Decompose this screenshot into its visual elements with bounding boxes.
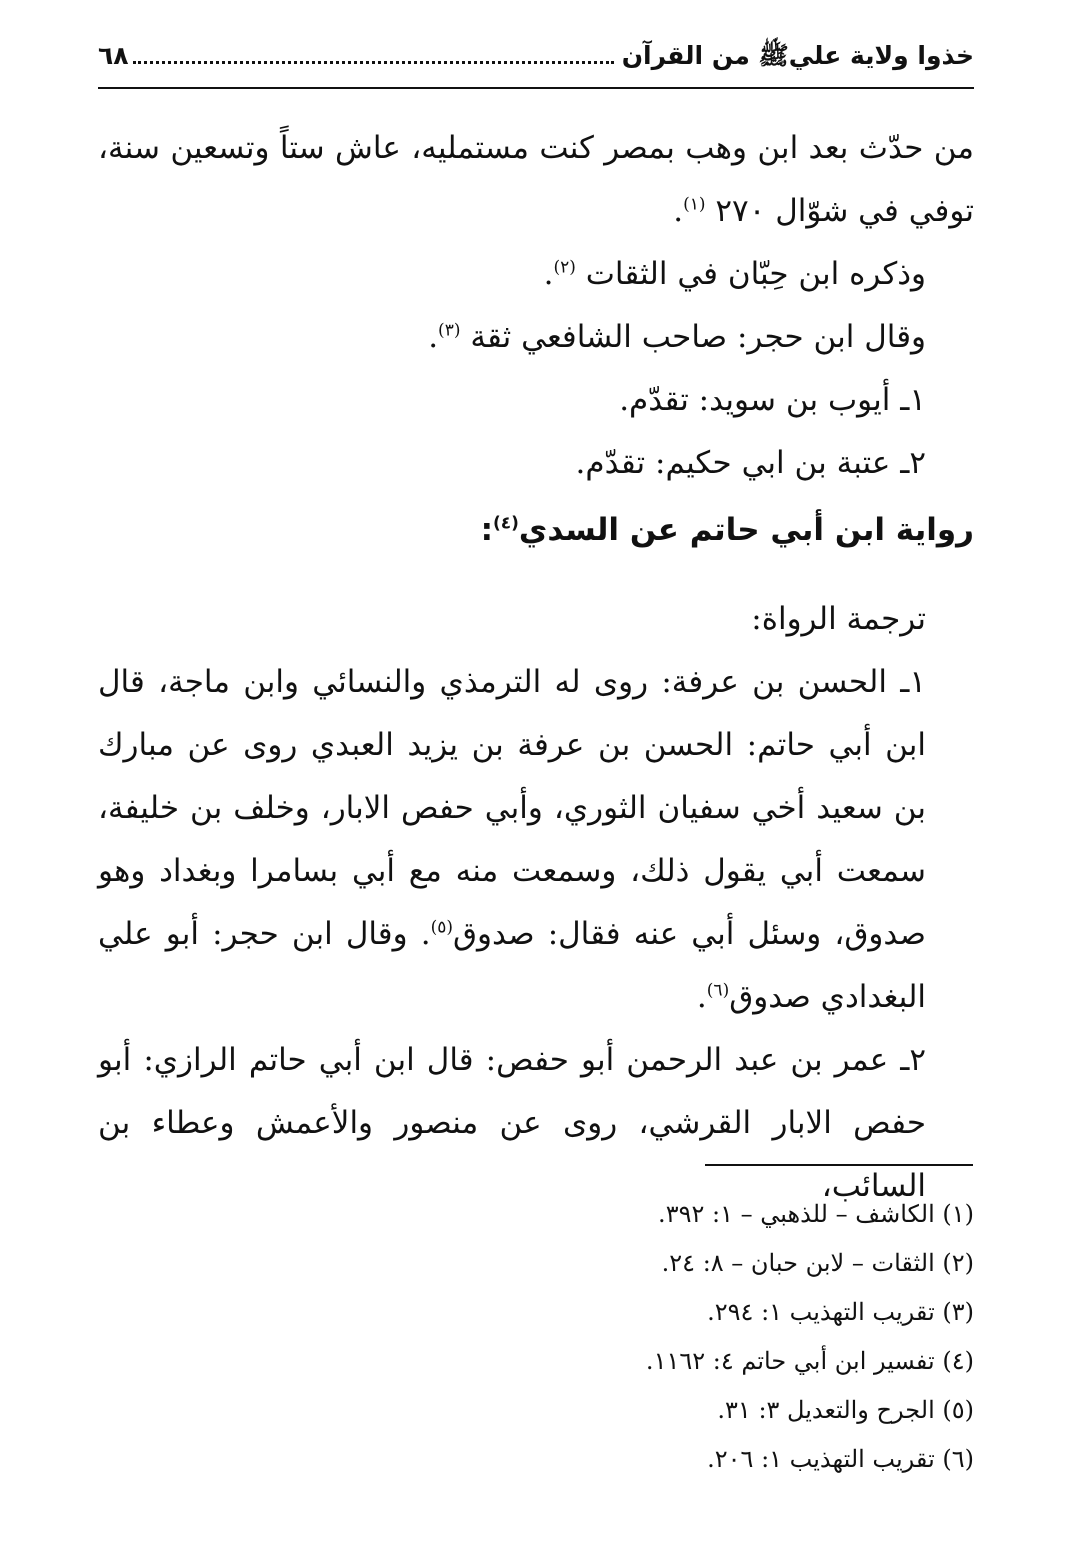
paragraph-3: وقال ابن حجر: صاحب الشافعي ثقة $^{(٣)}$.	[428, 319, 926, 355]
footnote-ref-1: (١)	[683, 194, 706, 215]
footnote-item: (٥) الجرح والتعديل ٣: ٣١.	[717, 1396, 974, 1424]
header-title-group	[622, 40, 974, 77]
narrator-entry-2: ٢ـ عمر بن عبد الرحمن أبو حفص: قال ابن أبي حاتم الرازي: أبو حفص الابار القرشي، روى عن منصور والأعمش وعطاء بن السائب،	[98, 1042, 926, 1204]
page	[98, 40, 974, 1218]
subheading: ترجمة الرواة:	[751, 601, 926, 637]
footnote-ref-3: (٣)	[438, 320, 461, 341]
narrator-item-1: ١ـ أيوب بن سويد: تقدّم.	[619, 382, 926, 418]
footnote-item: (١) الكاشف – للذهبي – ١: ٣٩٢.	[658, 1200, 974, 1228]
running-header	[98, 40, 974, 89]
footnote-ref-6: (٦)	[706, 980, 730, 1001]
footnote-item: (٦) تقريب التهذيب ١: ٢٠٦.	[707, 1445, 974, 1473]
paragraph-1: من حدّث بعد ابن وهب بمصر كنت مستمليه، عاش ستاً وتسعين سنة، توفي في شوّال ٢٧٠ $^{(١)}$.	[98, 130, 974, 229]
footnotes-list	[374, 1190, 974, 1484]
footnote-item: (٤) تفسير ابن أبي حاتم ٤: ١١٦٢.	[645, 1347, 974, 1375]
footnote-item: (٣) تقريب التهذيب ١: ٢٩٤.	[707, 1298, 974, 1326]
footnote-ref-5: (٥)	[430, 917, 453, 938]
section-heading: رواية ابن أبي حاتم عن السدي$^{(٤)}$:	[480, 512, 974, 548]
narrator-item-2: ٢ـ عتبة بن ابي حكيم: تقدّم.	[575, 445, 926, 481]
footnote-ref-4: (٤)	[492, 513, 519, 534]
body-text	[98, 117, 974, 1218]
narrator-entry-1: ١ـ الحسن بن عرفة: روى له الترمذي والنسائي وابن ماجة، قال ابن أبي حاتم: الحسن بن عرفة بن يزيد العبدي روى عن مبارك بن سعيد أخي سفيان الثوري، وأبي حفص الابار، وخلف بن خليفة، سمعت أبي يقول ذلك، وسمعت منه مع أبي بسامرا وبغداد وهو صدوق، وسئل أبي عنه فقال: صدوق$^{(٥)}$. وقال ابن حجر: أبو علي البغدادي صدوق$^{(٦)}$.	[98, 664, 926, 1015]
footnote-item: (٢) الثقات – لابن حبان – ٨: ٢٤.	[661, 1249, 974, 1277]
honorific-symbol: ﷺ	[758, 41, 789, 70]
paragraph-2: وذكره ابن حِبّان في الثقات $^{(٢)}$.	[543, 256, 926, 292]
page-number: ٦٨	[98, 41, 129, 70]
footnote-divider	[705, 1164, 973, 1166]
header-title: خذوا ولاية علي	[788, 41, 974, 70]
footnote-ref-2: (٢)	[553, 257, 576, 278]
header-title-rest: من القرآن	[621, 41, 750, 70]
header-leader-dots	[133, 61, 614, 64]
